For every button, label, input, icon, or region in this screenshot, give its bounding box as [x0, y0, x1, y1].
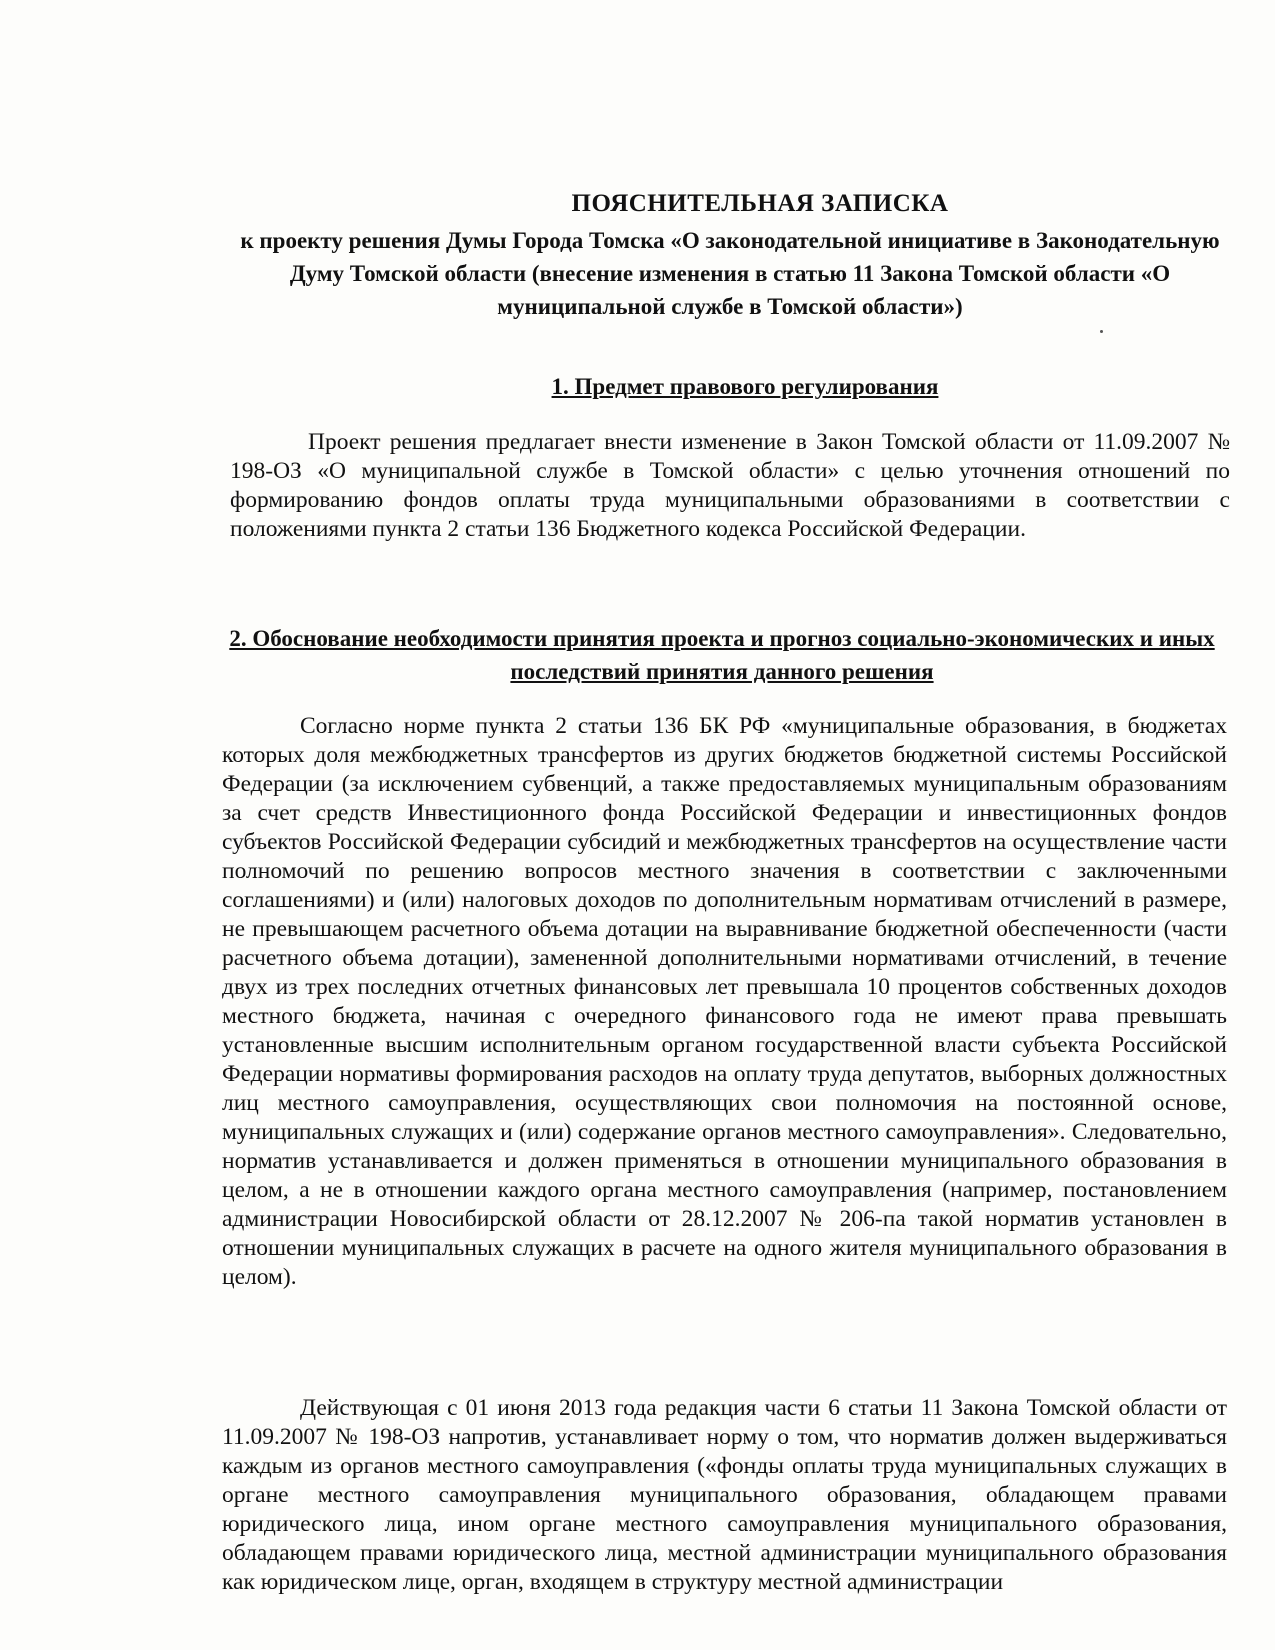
- scan-speck: [1100, 330, 1103, 333]
- document-subtitle: к проекту решения Думы Города Томска «О законодательной инициативе в Законодательную Думу Томской области (внесение изменения в статью 11 Закона Томской области «О муниципальной службе в Томской области»): [240, 228, 1220, 319]
- paragraph-section-2-1: Согласно норме пункта 2 статьи 136 БК РФ «муниципальные образования, в бюджетах которых доля межбюджетных трансфертов из других бюджетов бюджетной системы Российской Федерации (за исключением субвенций, а также предоставляемых муниципальным образованиям за счет средств Инвестиционного фонда Российской Федерации и инвестиционных фондов субъектов Российской Федерации субсидий и межбюджетных трансфертов на осуществление части полномочий по решению вопросов местного значения в соответствии с заключенными соглашениями) и (или) налоговых доходов по дополнительным нормативам отчислений в размере, не превышающем расчетного объема дотации на выравнивание бюджетной обеспеченности (части расчетного объема дотации), замененной дополнительными нормативами отчислений, в течение двух из трех последних отчетных финансовых лет превышала 10 процентов собственных доходов местного бюджета, начиная с очередного финансового года не имеют права превышать установленные высшим исполнительным органом государственной власти субъекта Российской Федерации нормативы формирования расходов на оплату труда депутатов, выборных должностных лиц местного самоуправления, осуществляющих свои полномочия на постоянной основе, муниципальных служащих и (или) содержание органов местного самоуправления». Следовательно, норматив устанавливается и должен применяться в отношении муниципального образования в целом, а не в отношении каждого органа местного самоуправления (например, постановлением администрации Новосибирской области от 28.12.2007 № 206-па такой норматив установлен в отношении муниципальных служащих в расчете на одного жителя муниципального образования в целом).: [222, 713, 1227, 1290]
- paragraph-section-1: Проект решения предлагает внести изменение в Закон Томской области от 11.09.2007 № 198-ОЗ «О муниципальной службе в Томской области» с целью уточнения отношений по формированию фондов оплаты труда муниципальными образованиями в соответствии с положениями пункта 2 статьи 136 Бюджетного кодекса Российской Федерации.: [230, 429, 1230, 542]
- document-title: ПОЯСНИТЕЛЬНАЯ ЗАПИСКА: [571, 190, 949, 217]
- paragraph-section-2-2: Действующая с 01 июня 2013 года редакция части 6 статьи 11 Закона Томской области от 11.09.2007 № 198-ОЗ напротив, устанавливает норму о том, что норматив должен выдерживаться каждым из органов местного самоуправления («фонды оплаты труда муниципальных служащих в органе местного самоуправления муниципального образования, обладающем правами юридического лица, ином органе местного самоуправления муниципального образования, обладающем правами юридического лица, местной администрации муниципального образования как юридическом лице, орган, входящем в структуру местной администрации: [222, 1395, 1227, 1595]
- section-heading-1: 1. Предмет правового регулирования: [551, 374, 939, 399]
- title-block: [230, 190, 1230, 323]
- section-heading-2: 2. Обоснование необходимости принятия проекта и прогноз социально-экономических и иных последствий принятия данного решения: [229, 626, 1215, 684]
